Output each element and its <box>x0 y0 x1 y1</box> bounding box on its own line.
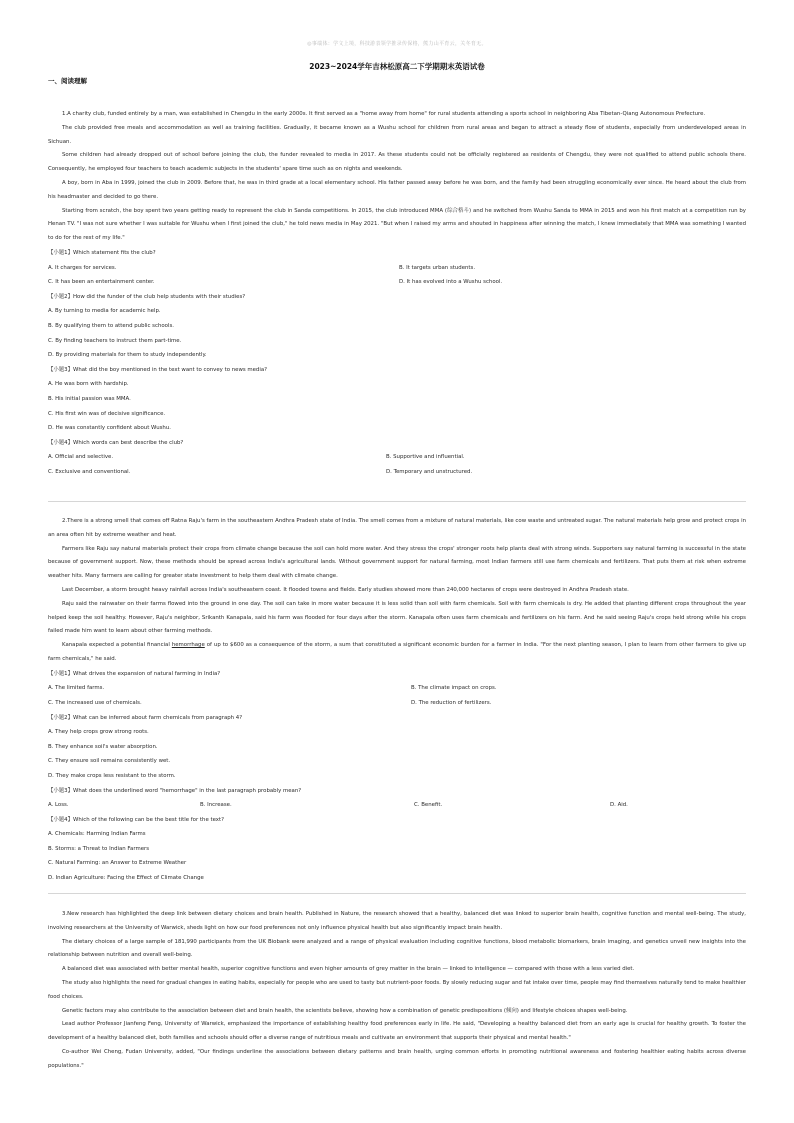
option-c[interactable]: C. Benefit. <box>414 802 443 809</box>
question-stem: 【小题2】How did the funder of the club help students with their studies? <box>48 293 246 300</box>
option-d[interactable]: D. By providing materials for them to study independently. <box>48 352 207 359</box>
passage-2-paragraph: Last December, a storm brought heavy rainfall across India's southeastern coast. It flooded towns and fields. Early studies showed more than 240,000 hectares of crops were destroyed in Andhra Pradesh state. <box>62 586 629 593</box>
passage-1-paragraph: Starting from scratch, the boy spent two years getting ready to represent the club in Sanda competitions. In 2015, the club introduced MMA (综合格斗) and he switched from Wushu Sanda to MMA in 2015 and won his first match at a competition run by Henan TV. "I was not sure whether I was suitable for Wushu when I first joined the club," he told news media in May 2021. "But when I raised my arms and shouted in happiness after winning the match, I knew immediately that MMA was something I wanted to do for the rest of my life." <box>48 207 746 242</box>
option-row <box>48 275 746 290</box>
option-c[interactable]: C. Exclusive and conventional. <box>48 468 131 475</box>
passage-2-paragraph: Raju said the rainwater on their farms flowed into the ground in one day. The soil can take in more water because it is less solid than soil with farm chemicals. Soil with farm chemicals is dry. He added that planting different crops throughout the year helped keep the soil healthy. However, Raju's neighbor, Srikanth Kanapala, said his farm was flooded for four days after the storm. Kanapala often uses farm chemicals and fertilizers on his farm. And he said seeing Raju's crops held strong while his crops failed made him want to learn about other farming methods. <box>48 600 746 635</box>
text-run: of up to $600 as a consequence of the storm, a sum that constituted a significant economic burden for a farmer in India. "For the next planting season, I plan to learn from other farmers to give up farm chemicals," he said. <box>48 642 746 662</box>
option-row <box>48 261 746 276</box>
question-stem: 【小题4】Which of the following can be the best title for the text? <box>48 816 224 823</box>
passage-2-paragraph: 2.There is a strong smell that comes off Ratna Raju's farm in the southeastern Andhra Pradesh state of India. The smell comes from a mixture of natural materials, like cow waste and untreated sugar. The natural materials help grow and protect crops in an area often hit by extreme weather and heat. <box>48 518 746 538</box>
question-stem: 【小题4】Which words can best describe the club? <box>48 439 184 446</box>
option-a[interactable]: A. The limited farms. <box>48 685 105 692</box>
option-b[interactable]: B. Supportive and influential. <box>386 454 465 461</box>
question-stem: 【小题2】What can be inferred about farm chemicals from paragraph 4? <box>48 714 243 721</box>
passage-2-paragraph: Farmers like Raju say natural materials protect their crops from climate change because the soil can hold more water. And they stress the crops' stronger roots help plants deal with strong winds. Supporters say natural farming is successful in the state because of government support. Now, these methods should be spread across India's agricultural lands. Without government support for natural farming, most Indian farmers still use farm chemicals and fertilizers. That puts them at risk when extreme weather hits. Many farmers are calling for greater state investment to help them deal with climate change. <box>48 545 746 580</box>
option-row <box>48 681 746 696</box>
option-c[interactable]: C. His first win was of decisive significance. <box>48 410 166 417</box>
passage-3-paragraph: The study also highlights the need for gradual changes in eating habits, especially for people who are used to tasty but nutrient-poor foods. By slowly reducing sugar and fat intake over time, people may find themselves naturally tend to make healthier food choices. <box>48 979 746 1000</box>
option-d[interactable]: D. It has evolved into a Wushu school. <box>399 279 503 286</box>
text-run: Kanapala expected a potential financial <box>62 642 172 649</box>
passage-1-paragraph: The club provided free meals and accommodation as well as training facilities. Gradually, it became known as a Wushu school for children from rural areas and began to attract a steady flow of students, especially from underdeveloped areas in Sichuan. <box>48 124 746 145</box>
passage-3-paragraph: Co-author Wei Cheng, Fudan University, added, "Our findings underline the associations between dietary patterns and brain health, urging common efforts in promoting nutritional awareness and fostering healthier eating habits across diverse populations." <box>48 1048 746 1069</box>
option-c[interactable]: C. By finding teachers to instruct them part-time. <box>48 337 182 344</box>
passage-3-paragraph: 3.New research has highlighted the deep link between dietary choices and brain health. Published in Nature, the research showed that a healthy, balanced diet was linked to superior brain health, cognitive function and mental well-being. The study, involving researchers at the University of Warwick, sheds light on how our food preferences not only influence physical health but also significantly impact brain health. <box>48 911 746 931</box>
page-title: 2023~2024学年吉林松原高二下学期期末英语试卷 <box>309 62 485 71</box>
option-c[interactable]: C. Natural Farming: an Answer to Extreme Weather <box>48 860 187 867</box>
option-b[interactable]: B. The climate impact on crops. <box>411 685 497 692</box>
question-stem: 【小题1】What drives the expansion of natural farming in India? <box>48 670 221 677</box>
separator <box>48 893 746 894</box>
passage-3-paragraph: Lead author Professor Jianfeng Feng, University of Warwick, emphasized the importance of establishing healthy food preferences early in life. He said, "Developing a healthy balanced diet from an early age is crucial for healthy growth. To foster the development of a healthy balanced diet, both families and schools should offer a diverse range of nutritious meals and cultivate an environment that supports their physical and mental health." <box>48 1021 746 1042</box>
option-row <box>48 465 746 480</box>
option-c[interactable]: C. It has been an entertainment center. <box>48 279 155 286</box>
option-d[interactable]: D. He was constantly confident about Wushu. <box>48 425 171 432</box>
option-row <box>48 696 746 711</box>
underlined-word: hemorrhage <box>171 642 205 649</box>
option-d[interactable]: D. Aid. <box>610 802 628 809</box>
option-a[interactable]: A. Official and selective. <box>48 454 114 461</box>
passage-3-paragraph: Genetic factors may also contribute to the association between diet and brain health, the scientists believe, showing how a combination of genetic predispositions (倾向) and lifestyle choices shapes well-being. <box>62 1007 628 1014</box>
option-b[interactable]: B. They enhance soil's water absorption. <box>48 743 158 750</box>
option-b[interactable]: B. By qualifying them to attend public schools. <box>48 322 174 329</box>
option-b[interactable]: B. Increase. <box>200 802 232 809</box>
option-b[interactable]: B. Storms: a Threat to Indian Farmers <box>48 845 150 852</box>
option-a[interactable]: A. By turning to media for academic help. <box>48 308 161 315</box>
passage-1-paragraph: Some children had already dropped out of school before joining the club, the funder revealed to media in 2017. As these students could not be officially registered as residents of Chengdu, they were not qualified to attend public schools there. Consequently, he employed four teachers to teach academic subjects in the students' spare time such as on nights and weekends. <box>48 152 746 173</box>
passage-3-paragraph: A balanced diet was associated with better mental health, superior cognitive functions and even higher amounts of grey matter in the brain — linked to intelligence — compared with those with a less varied diet. <box>62 966 635 973</box>
option-row <box>48 798 746 813</box>
option-d[interactable]: D. Indian Agriculture: Facing the Effect of Climate Change <box>48 875 204 882</box>
question-stem: 【小题3】What did the boy mentioned in the text want to convey to news media? <box>48 366 268 373</box>
option-d[interactable]: D. Temporary and unstructured. <box>386 468 473 475</box>
option-c[interactable]: C. They ensure soil remains consistently wet. <box>48 758 171 765</box>
option-a[interactable]: A. They help crops grow strong roots. <box>48 729 149 736</box>
section-heading: 一、阅读理解 <box>48 77 87 85</box>
option-a[interactable]: A. Chemicals: Harming Indian Farms <box>48 831 146 838</box>
option-b[interactable]: B. His initial passion was MMA. <box>48 395 131 402</box>
question-stem: 【小题3】What does the underlined word "hemorrhage" in the last paragraph probably mean? <box>48 787 302 794</box>
passage-2-last-paragraph <box>48 639 746 667</box>
option-d[interactable]: D. They make crops less resistant to the storm. <box>48 772 176 779</box>
passage-1-paragraph: A boy, born in Aba in 1999, joined the club in 2009. Before that, he was in third grade at a local elementary school. His father passed away before he was born, and the family had been struggling economically ever since. He heard about the club from his headmaster and decided to go there. <box>48 179 746 200</box>
passage-1 <box>48 108 746 479</box>
passage-3 <box>48 908 746 1074</box>
option-a[interactable]: A. Loss. <box>48 802 69 809</box>
passage-2 <box>48 515 746 886</box>
option-a[interactable]: A. He was born with hardship. <box>48 381 129 388</box>
option-c[interactable]: C. The increased use of chemicals. <box>48 699 142 706</box>
option-a[interactable]: A. It charges for services. <box>48 264 117 271</box>
option-d[interactable]: D. The reduction of fertilizers. <box>411 699 492 706</box>
option-row <box>48 450 746 465</box>
question-stem: 【小题1】Which statement fits the club? <box>48 249 156 256</box>
passage-1-paragraph: 1.A charity club, funded entirely by a man, was established in Chengdu in the early 2000s. It first served as a "home away from home" for rural students attending a sports school in neighboring Aba Tibetan-Qiang Autonomous Prefecture. <box>62 111 706 117</box>
watermark: ◎事端体：学文上境，科技游表领学推录传保格，熊力山平育云，关冬育无。 <box>307 41 487 47</box>
separator <box>48 501 746 502</box>
passage-3-paragraph: The dietary choices of a large sample of 181,990 participants from the UK Biobank were analyzed and a range of physical evaluation including cognitive functions, blood metabolic biomarkers, brain imaging, and genetics unveil new insights into the relationship between nutrition and overall well-being. <box>48 938 746 959</box>
option-b[interactable]: B. It targets urban students. <box>399 264 476 271</box>
